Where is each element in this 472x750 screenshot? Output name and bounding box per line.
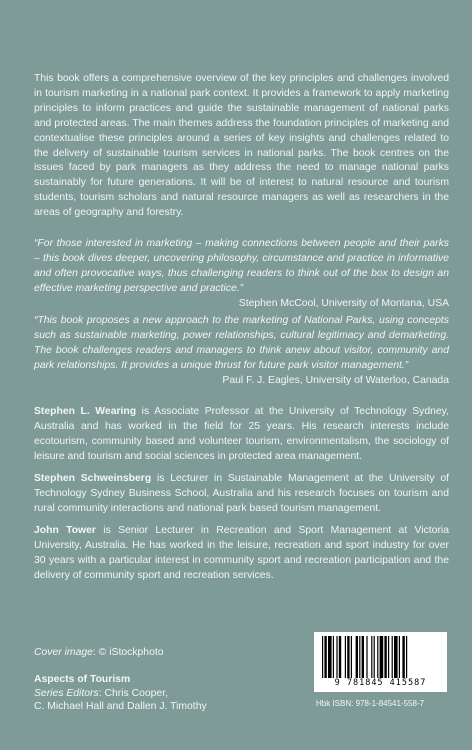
endorsement-author: Paul F. J. Eagles, University of Waterloo, Canada	[222, 374, 449, 386]
author-name: Stephen L. Wearing	[34, 406, 137, 417]
barcode-bar	[399, 636, 400, 678]
barcode	[314, 632, 447, 692]
author-bio-text: is Senior Lecturer in Recreation and Sport Management at Victoria University, Australia. He has worked in the leisure, recreation and sport industry for over 30 years with a particular interest in community sport and recreation participation and the delivery of community sport and recreation services.	[34, 525, 449, 581]
endorsement-author: Stephen McCool, University of Montana, USA	[238, 297, 449, 309]
cover-image-label: Cover image	[34, 647, 93, 658]
barcode-bar	[328, 636, 332, 678]
barcode-bar	[392, 636, 393, 678]
series-title: Aspects of Tourism	[34, 674, 131, 685]
author-name: John Tower	[34, 525, 96, 536]
barcode-bar	[374, 636, 375, 678]
barcode-bar	[371, 636, 372, 678]
author-bio-tower	[34, 524, 449, 584]
isbn-label: Hbk ISBN: 978-1-84541-558-7	[316, 699, 425, 708]
endorsement-quote: “This book proposes a new approach to the marketing of National Parks, using concepts such as sustainable marketing, power relationships, cultural legitimacy and demarketing. The book challenges readers and managers to think anew about visitor, community and park relationships. It provides a unique thrust for future park visitor management.”	[34, 315, 449, 371]
book-description: This book offers a comprehensive overview of the key principles and challenges involved in tourism marketing in a national park context. It provides a framework to apply marketing principles to inform practices and guide the sustainable management of national parks and protected areas. The main themes address the foundation principles of marketing and contextualise these principles around a series of key insights and challenges related to the delivery of sustainable tourism services in national parks. The book centres on the issues faced by park managers as they address the need to manage national parks sustainably for future generations. It will be of interest to natural resource and tourism students, tourism scholars and natural resource managers as well as researchers in the areas of geography and forestry.	[34, 73, 449, 219]
barcode-bar	[322, 636, 323, 678]
barcode-bar	[377, 636, 378, 678]
barcode-bar	[380, 636, 384, 678]
series-editors-line1: : Chris Cooper,	[98, 687, 168, 699]
barcode-bar	[402, 636, 404, 678]
barcode-bar	[384, 636, 386, 678]
author-bio-schweinsberg	[34, 472, 449, 517]
barcode-bar	[347, 636, 349, 678]
barcode-digits: 9 781845 415587	[334, 678, 427, 688]
author-bio-text: is Associate Professor at the University of Technology Sydney, Australia and has worked in the field for 25 years. His research interests include ecotourism, community based and volunteer tourism, environmentalism, the sociology of leisure and tourism and social sciences in protected area management.	[34, 406, 449, 462]
cover-image-source: : © iStockphoto	[92, 647, 164, 658]
barcode-bar	[351, 636, 352, 678]
endorsement-2	[34, 314, 449, 389]
barcode-bar	[333, 636, 334, 678]
cover-image-credit	[34, 647, 164, 658]
barcode-bar	[362, 636, 364, 678]
barcode-bar	[406, 636, 407, 678]
barcode-bar	[394, 636, 398, 678]
barcode-bar	[324, 636, 326, 678]
endorsement-quote: “For those interested in marketing – making connections between people and their parks – this book dives deeper, uncovering philosophy, circumstance and practice in informative and often provocative ways, thus challenging readers to think out of the box to design an effective marketing perspective and practice.”	[34, 238, 449, 294]
series-editors-label: Series Editors	[34, 687, 99, 699]
series-editors-line2: C. Michael Hall and Dallen J. Timothy	[34, 701, 207, 712]
barcode-bar	[336, 636, 337, 678]
endorsement-1	[34, 237, 449, 312]
author-bio-wearing	[34, 405, 449, 465]
barcode-bar	[388, 636, 389, 678]
barcode-bar	[356, 636, 358, 678]
barcode-bar	[366, 636, 367, 678]
barcode-bar	[339, 636, 341, 678]
barcode-bars	[322, 636, 439, 678]
barcode-bar	[359, 636, 360, 678]
author-name: Stephen Schweinsberg	[34, 473, 152, 484]
author-bio-text: is Lecturer in Sustainable Management at the University of Technology Sydney Business School, Australia and his research focuses on tourism and rural community interactions and national park based tourism management.	[34, 473, 449, 514]
series-info	[34, 673, 207, 714]
barcode-bar	[345, 636, 346, 678]
